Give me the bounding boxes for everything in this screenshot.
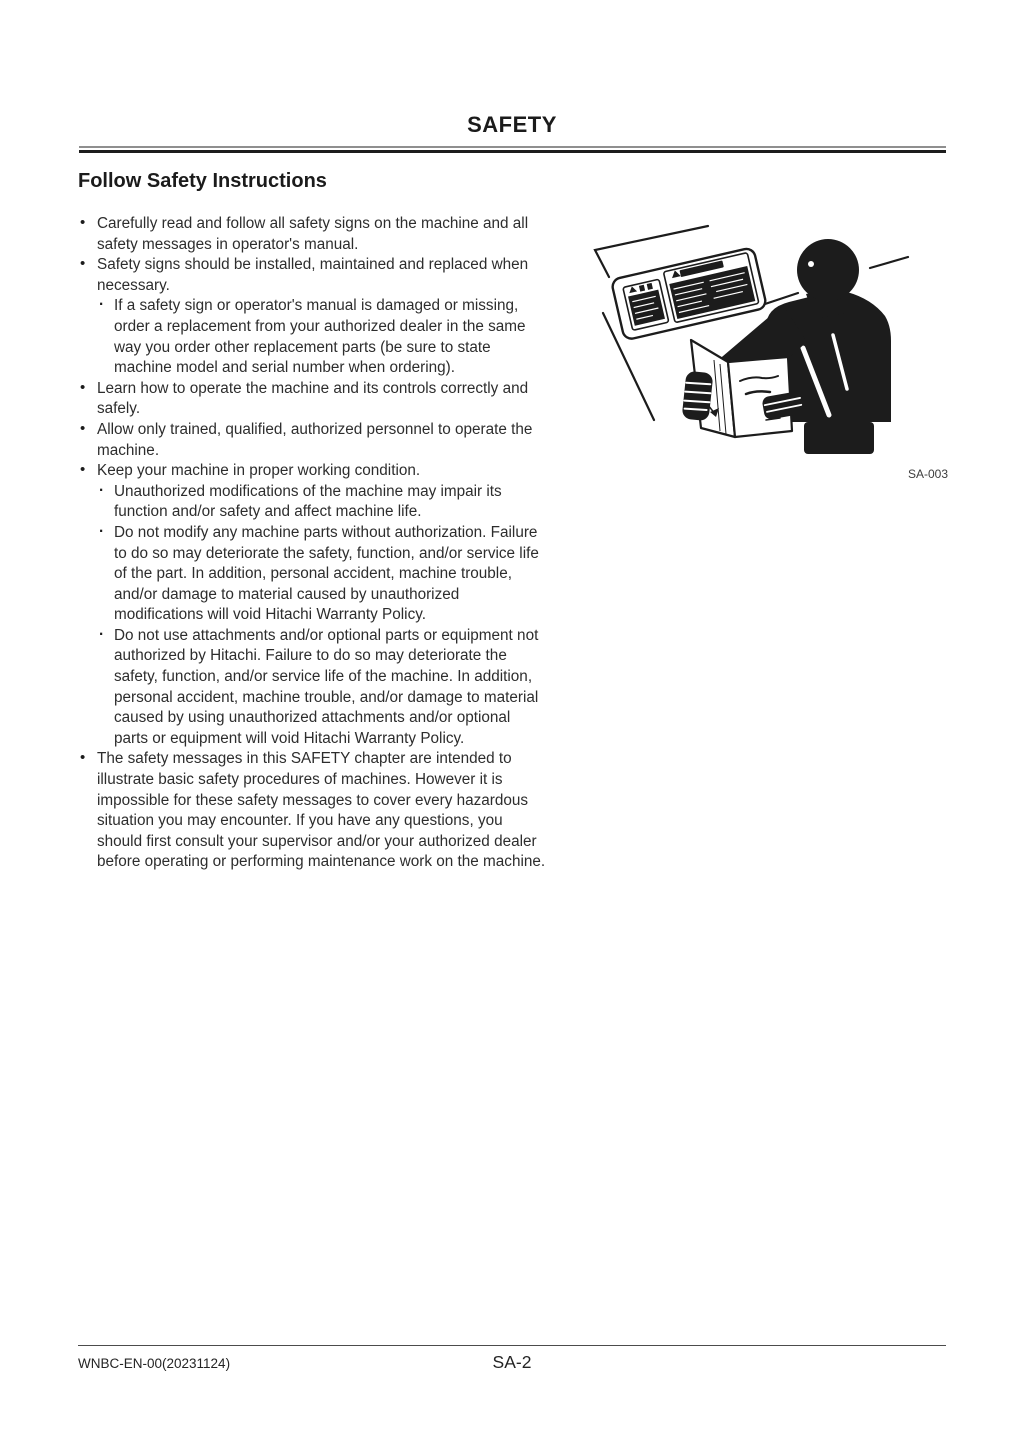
bullet-item <box>78 420 548 461</box>
sub-bullet-item <box>78 626 548 750</box>
page-number: SA-2 <box>492 1352 532 1372</box>
bullet-list <box>78 214 548 873</box>
left-hand <box>682 371 714 422</box>
bullet-text: The safety messages in this SAFETY chapter are intended to illustrate basic safety procedures of machines. However it is impossible for these safety messages to cover every hazardous situation you may encounter. If you have any questions, you should first consult your supervisor and/or your authorized dealer before operating or performing maintenance work on the machine. <box>97 750 546 871</box>
lower-body <box>804 422 874 454</box>
footer-rule <box>78 1345 946 1346</box>
sub-bullet-marker: · <box>99 296 105 314</box>
sub-bullet-marker: · <box>99 481 105 499</box>
bullet-text: Learn how to operate the machine and its controls correctly and safely. <box>97 379 529 418</box>
bullet-marker: • <box>80 214 86 231</box>
bullet-marker: • <box>80 461 86 479</box>
bullet-item <box>78 255 548 296</box>
bullet-marker: • <box>80 378 86 396</box>
head <box>797 239 859 301</box>
bullet-item <box>78 461 548 482</box>
page-title: SAFETY <box>467 112 557 137</box>
bullet-item <box>78 214 548 255</box>
ear-dot <box>808 261 814 267</box>
section-title: Follow Safety Instructions <box>78 170 327 192</box>
bullet-text: Do not modify any machine parts without authorization. Failure to do so may deteriorate the safety, function, and/or service life of the part. In addition, personal accident, machine trouble, and/or damage to material caused by unauthorized modifications will void Hitachi Warranty Policy. <box>114 523 539 624</box>
bullet-text: Carefully read and follow all safety signs on the machine and all safety messages in operator's manual. <box>97 215 529 253</box>
doc-code: WNBC-EN-00(20231124) <box>78 1356 231 1371</box>
bullet-marker: • <box>80 419 86 437</box>
machine-panel <box>611 247 767 340</box>
bullet-text: Keep your machine in proper working condition. <box>97 462 421 480</box>
bullet-marker: • <box>80 749 86 767</box>
bullet-text: Allow only trained, qualified, authorized personnel to operate the machine. <box>97 420 533 459</box>
illustration-figure <box>570 215 970 481</box>
sub-bullet-marker: · <box>99 625 105 643</box>
bullet-item <box>78 379 548 420</box>
bullet-item <box>78 749 548 873</box>
bullet-text: Do not use attachments and/or optional parts or equipment not authorized by Hitachi. Failure to do so may deteriorate the safety, function, and/or service life of the machine. In addition, personal accident, machine trouble, and/or damage to material caused by using unauthorized attachments and/or optional parts or equipment will void Hitachi Warranty Policy. <box>114 626 539 747</box>
figure-caption: SA-003 <box>907 467 948 481</box>
sub-bullet-item <box>78 482 548 523</box>
bullet-text: Safety signs should be installed, maintained and replaced when necessary. <box>97 256 529 294</box>
bullet-text: Unauthorized modifications of the machine may impair its function and/or safety and affect machine life. <box>114 482 502 521</box>
bullet-marker: • <box>80 255 86 273</box>
bullet-text: If a safety sign or operator's manual is damaged or missing, order a replacement from your authorized dealer in the same way you order other replacement parts (be sure to state machine model and serial number when ordering). <box>114 297 526 377</box>
sub-bullet-item <box>78 296 548 378</box>
sub-bullet-marker: · <box>99 522 105 540</box>
sub-bullet-item <box>78 523 548 626</box>
person-reading-manual-illustration <box>570 215 970 465</box>
header-rule <box>79 146 946 153</box>
